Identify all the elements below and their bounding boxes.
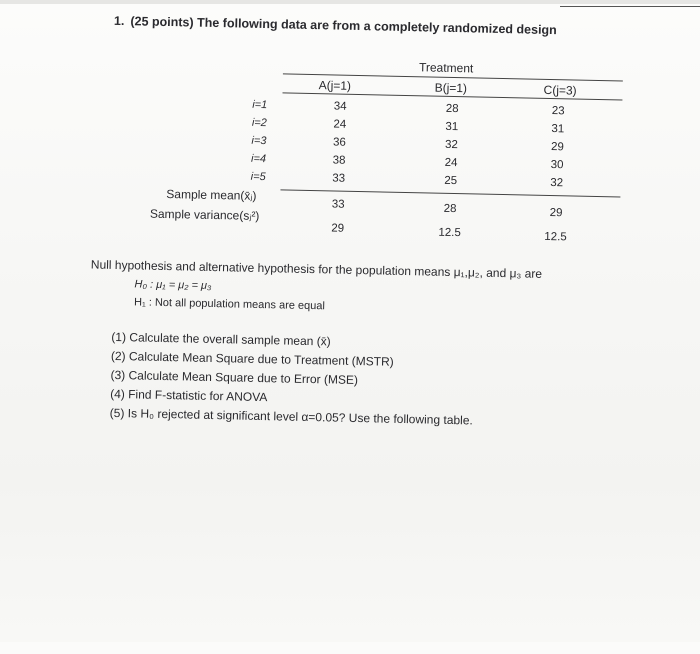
task-5: (5) Is H₀ rejected at significant level α=0.05? Use the following table. bbox=[109, 405, 473, 428]
task-3: (3) Calculate Mean Square due to Error (MSE) bbox=[110, 367, 359, 388]
cell-c-5: 32 bbox=[550, 177, 564, 190]
row-label-i4: i=4 bbox=[250, 152, 267, 166]
table-summary-rule bbox=[280, 189, 620, 197]
column-header-a: A(j=1) bbox=[318, 78, 352, 93]
cell-a-1: 34 bbox=[333, 100, 347, 113]
cell-c-3: 29 bbox=[550, 141, 564, 154]
treatment-header: Treatment bbox=[418, 60, 474, 76]
cell-a-5: 33 bbox=[332, 172, 346, 185]
cell-b-4: 24 bbox=[444, 156, 458, 170]
row-label-i5: i=5 bbox=[250, 170, 266, 184]
row-label-i1: i=1 bbox=[252, 98, 268, 112]
column-header-c: C(j=3) bbox=[543, 82, 577, 98]
variance-b: 12.5 bbox=[438, 226, 461, 240]
sample-variance-label: Sample variance(sⱼ²) bbox=[149, 206, 260, 223]
cell-c-1: 23 bbox=[551, 105, 565, 118]
row-label-i2: i=2 bbox=[251, 116, 267, 130]
cell-b-2: 31 bbox=[445, 120, 459, 134]
task-4: (4) Find F-statistic for ANOVA bbox=[110, 386, 268, 405]
null-hypothesis: H₀ : μ₁ = μ₂ = μ₃ bbox=[134, 278, 212, 292]
task-1: (1) Calculate the overall sample mean (x̄) bbox=[111, 329, 331, 349]
column-header-b: B(j=1) bbox=[434, 80, 468, 96]
hypothesis-intro: Null hypothesis and alternative hypothesis for the population means μ₁,μ₂, and μ₃ are bbox=[90, 257, 543, 281]
sample-mean-label: Sample mean(x̄ⱼ) bbox=[166, 187, 257, 203]
mean-c: 29 bbox=[549, 207, 563, 220]
cell-a-4: 38 bbox=[332, 154, 346, 167]
question-title bbox=[114, 14, 557, 37]
top-rule-line bbox=[560, 6, 700, 7]
cell-b-1: 28 bbox=[445, 102, 459, 116]
question-number: 1. bbox=[113, 13, 125, 29]
variance-c: 12.5 bbox=[544, 230, 567, 244]
variance-a: 29 bbox=[331, 222, 345, 235]
task-2: (2) Calculate Mean Square due to Treatment (MSTR) bbox=[110, 348, 394, 369]
cell-b-5: 25 bbox=[444, 174, 458, 188]
cell-a-2: 24 bbox=[333, 118, 347, 131]
cell-a-3: 36 bbox=[332, 136, 346, 149]
cell-b-3: 32 bbox=[444, 138, 458, 152]
cell-c-2: 31 bbox=[551, 123, 565, 136]
question-title-text: (25 points) The following data are from a completely randomized design bbox=[130, 14, 557, 38]
cell-c-4: 30 bbox=[550, 159, 564, 172]
row-label-i3: i=3 bbox=[251, 134, 267, 148]
mean-b: 28 bbox=[443, 202, 457, 216]
alternative-hypothesis: H₁ : Not all population means are equal bbox=[133, 296, 326, 313]
mean-a: 33 bbox=[331, 198, 345, 211]
